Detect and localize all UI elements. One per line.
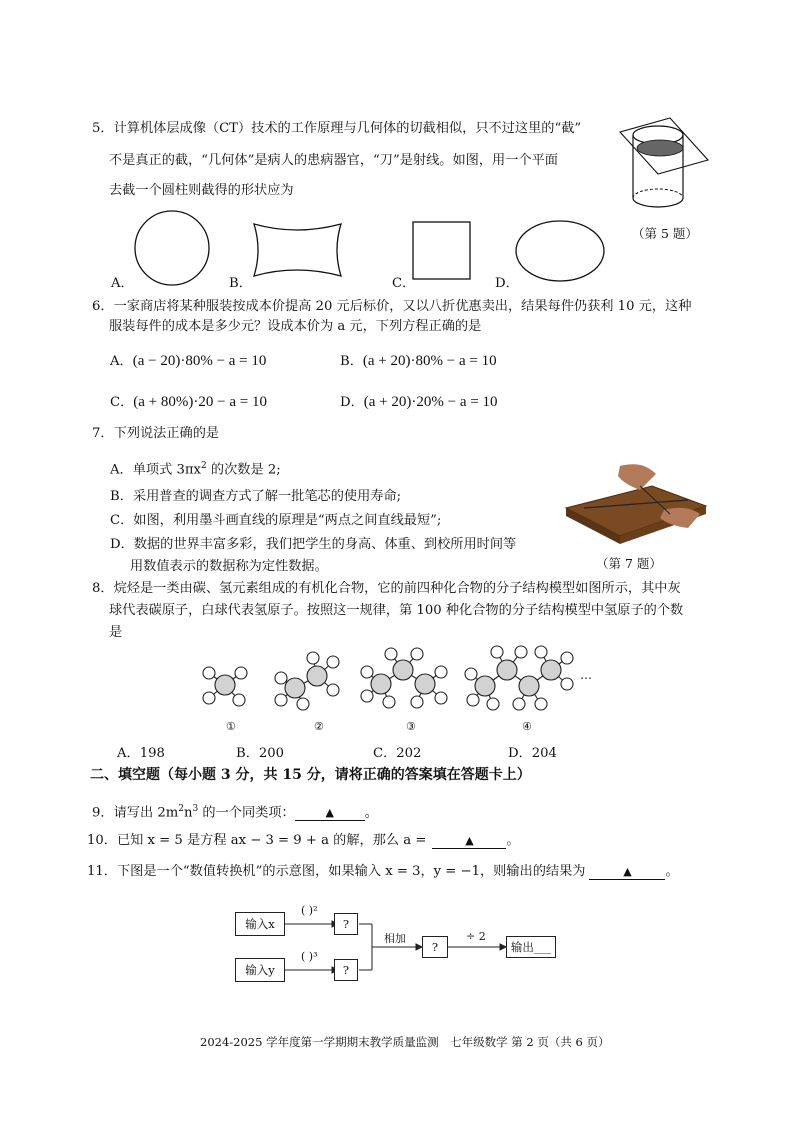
square-result-box xyxy=(334,913,358,935)
q8-label-2: ② xyxy=(314,720,324,733)
q8-option-a[interactable] xyxy=(117,742,165,761)
cube-result-q: ? xyxy=(342,963,350,977)
cube-result-box xyxy=(334,959,358,981)
input-y-box xyxy=(235,958,285,982)
q5-line1: 5．计算机体层成像（CT）技术的工作原理与几何体的切截相似，只不过这里的“截” xyxy=(92,121,582,136)
input-x-box xyxy=(235,912,285,936)
q11-end: 。 xyxy=(665,864,679,879)
q6-option-a-expr: (a − 20)·80% − a = 10 xyxy=(132,353,267,369)
q7-caption: （第 7 题） xyxy=(596,556,662,571)
q7-stem: 7．下列说法正确的是 xyxy=(92,426,220,441)
q6-line1: 6．一家商店将某种服装按成本价提高 20 元后标价，又以八折优惠卖出，结果每件仍获利 10 元，这种 xyxy=(92,299,692,314)
section-2-heading: 二、填空题（每小题 3 分，共 15 分，请将正确的答案填在答题卡上） xyxy=(90,767,531,783)
sum-box xyxy=(422,936,448,958)
q11-text: 11．下图是一个“数值转换机”的示意图，如果输入 x = 3，y = −1，则输出的结果为 xyxy=(87,864,586,879)
q6-option-d-expr: (a + 20)·20% − a = 10 xyxy=(363,394,498,410)
q9-mid: n xyxy=(183,805,193,821)
output-box xyxy=(506,936,556,958)
q8-option-d-label: D． xyxy=(508,746,532,761)
q8-line1: 8．烷烃是一类由碳、氢元素组成的有机化合物，它的前四种化合物的分子结构模型如图所示，其中灰 xyxy=(92,581,681,596)
q6-option-c-label: C． xyxy=(110,395,134,410)
page-footer: 2024-2025 学年度第一学期期末教学质量监测 七年级数学 第 2 页（共 6 页） xyxy=(200,1035,610,1049)
q8-ellipsis: … xyxy=(580,668,592,682)
q8-line2: 球代表碳原子，白球代表氢原子。按照这一规律，第 100 种化合物的分子结构模型中氢原子的个数 xyxy=(109,603,684,618)
q9-end: 。 xyxy=(364,805,378,821)
q6-option-d[interactable] xyxy=(340,391,497,411)
cube-op-label: ( )³ xyxy=(301,950,318,963)
q8-option-c-value: 202 xyxy=(396,746,422,761)
q9-post: 的一个同类项： xyxy=(198,805,295,821)
q7-option-d-line1[interactable]: D．数据的世界丰富多彩，我们把学生的身高、体重、到校所用时间等 xyxy=(110,537,517,552)
q8-label-3: ③ xyxy=(406,720,416,733)
cylinder-figure xyxy=(620,110,710,220)
q9-pre: 9．请写出 2m xyxy=(92,805,179,821)
q5-line2: 不是真正的截，“几何体”是病人的患病器官，“刀”是射线。如图，用一个平面 xyxy=(109,153,558,168)
q10-end: 。 xyxy=(506,833,520,848)
q8-option-b-value: 200 xyxy=(258,746,285,761)
square-shape xyxy=(412,221,474,283)
q11 xyxy=(87,863,679,881)
input-x-label: 输入x xyxy=(245,917,275,931)
q5-option-d-label[interactable]: D． xyxy=(495,276,519,291)
barrel-shape xyxy=(251,218,351,288)
q6-option-a[interactable] xyxy=(110,350,266,370)
square-op-label: ( )² xyxy=(301,904,318,917)
circle-shape xyxy=(133,210,213,290)
q5-option-c-label[interactable]: C． xyxy=(392,276,416,291)
q5-line3: 去截一个圆柱则截得的形状应为 xyxy=(109,183,294,198)
q5-option-b-label[interactable]: B． xyxy=(229,276,252,291)
q7-option-a-post: 的次数是 2; xyxy=(206,462,281,478)
q8-label-1: ① xyxy=(226,720,236,733)
q8-option-d-value: 204 xyxy=(531,746,557,761)
q6-option-d-label: D． xyxy=(340,395,364,410)
square-result-q: ? xyxy=(342,917,350,931)
q6-option-b[interactable] xyxy=(340,350,497,370)
sum-q: ? xyxy=(431,940,439,954)
q8-option-b-label: B． xyxy=(236,746,259,761)
q10 xyxy=(87,832,520,850)
q8-option-c-label: C． xyxy=(373,746,397,761)
output-label: 输出___ xyxy=(510,940,552,954)
q8-option-b[interactable] xyxy=(236,742,284,761)
q10-text: 10．已知 x = 5 是方程 ax − 3 = 9 + a 的解，那么 a = xyxy=(87,833,427,848)
q9-sup2: 3 xyxy=(192,804,199,814)
q6-option-c[interactable] xyxy=(110,391,267,411)
ellipse-shape xyxy=(515,220,607,286)
q10-answer-blank[interactable]: ▲ xyxy=(432,834,506,849)
q8-option-a-value: 198 xyxy=(139,746,165,761)
q7-option-c[interactable]: C．如图，利用墨斗画直线的原理是“两点之间直线最短”; xyxy=(110,513,442,528)
q6-option-b-expr: (a + 20)·80% − a = 10 xyxy=(362,353,497,369)
q5-caption: （第 5 题） xyxy=(632,226,698,241)
q9-answer-blank[interactable]: ▲ xyxy=(295,806,365,821)
q6-option-b-label: B． xyxy=(340,354,363,369)
q9 xyxy=(92,800,378,822)
q7-option-d-line2: 用数值表示的数据称为定性数据。 xyxy=(130,559,328,574)
q6-option-a-label: A． xyxy=(110,354,133,369)
q6-option-c-expr: (a + 80%)·20 − a = 10 xyxy=(133,394,267,410)
q8-label-4: ④ xyxy=(522,720,532,733)
q6-line2: 服装每件的成本是多少元？设成本价为 a 元，下列方程正确的是 xyxy=(109,319,482,334)
q7-option-a-pre: A．单项式 3πx xyxy=(110,462,201,478)
q8-option-d[interactable] xyxy=(508,742,557,761)
divide-label: ÷ 2 xyxy=(466,930,486,943)
q8-line3: 是 xyxy=(109,625,123,640)
q8-option-c[interactable] xyxy=(373,742,421,761)
q11-answer-blank[interactable]: ▲ xyxy=(589,865,665,880)
add-label: 相加 xyxy=(384,932,406,945)
q9-sup1: 2 xyxy=(178,804,184,814)
input-y-label: 输入y xyxy=(245,963,275,977)
q7-option-a-exponent: 2 xyxy=(200,461,207,471)
q7-option-a[interactable] xyxy=(110,457,281,479)
ink-line-photo xyxy=(560,460,710,550)
q7-option-b[interactable]: B．采用普查的调查方式了解一批笔芯的使用寿命; xyxy=(110,489,402,504)
q8-option-a-label: A． xyxy=(117,746,140,761)
molecule-models xyxy=(195,640,615,720)
q5-option-a-label[interactable]: A． xyxy=(111,276,134,291)
